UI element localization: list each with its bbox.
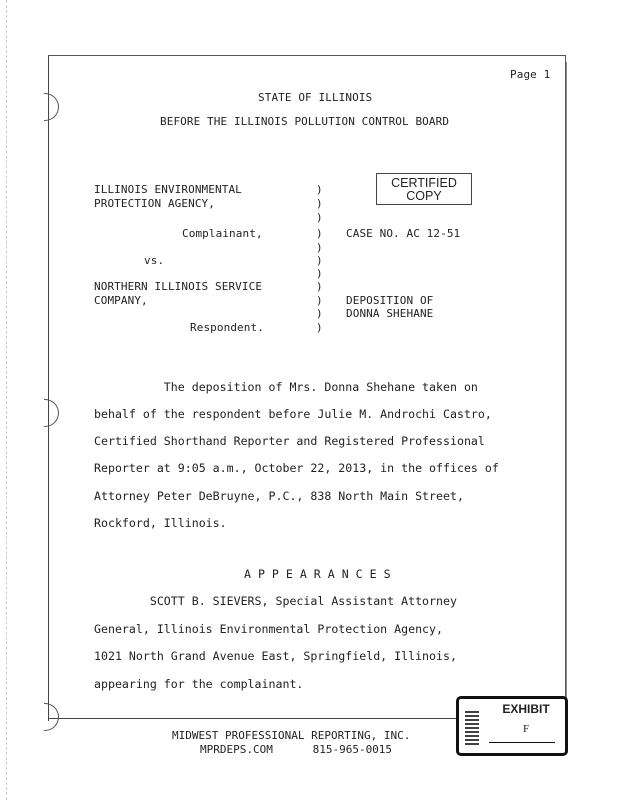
appearance-line: General, Illinois Environmental Protection Agency, (94, 622, 444, 636)
state-heading: STATE OF ILLINOIS (258, 91, 373, 104)
body-line: Rockford, Illinois. (94, 516, 227, 530)
appearance-line: SCOTT B. SIEVERS, Special Assistant Attorney (94, 594, 457, 608)
appearance-line: 1021 North Grand Avenue East, Springfield, Illinois, (94, 649, 457, 663)
caption-divider: ) (316, 227, 323, 240)
caption-divider: ) (316, 254, 323, 267)
body-line: behalf of the respondent before Julie M. Androchi Castro, (94, 407, 492, 421)
complainant-name-2: PROTECTION AGENCY, (94, 197, 216, 210)
footer-contact: MPRDEPS.COM 815-965-0015 (200, 743, 393, 756)
deponent-name: DONNA SHEHANE (346, 307, 434, 320)
complainant-name-1: ILLINOIS ENVIRONMENTAL (94, 183, 242, 196)
exhibit-value: F (522, 723, 530, 735)
stamp-line-1: CERTIFIED (391, 176, 457, 190)
appearances-heading: A P P E A R A N C E S (244, 567, 391, 581)
exhibit-title: EXHIBIT (502, 702, 550, 716)
versus: vs. (144, 254, 165, 267)
respondent-name-1: NORTHERN ILLINOIS SERVICE (94, 280, 263, 293)
caption-divider: ) (316, 241, 323, 254)
caption-divider: ) (316, 267, 323, 280)
bottom-rule (48, 718, 468, 719)
right-margin-line (566, 62, 567, 722)
respondent-name-2: COMPANY, (94, 294, 148, 307)
deposition-of: DEPOSITION OF (346, 294, 434, 307)
exhibit-underline (489, 742, 555, 743)
exhibit-sticker (456, 696, 568, 756)
case-number: CASE NO. AC 12-51 (346, 227, 461, 240)
caption-divider: ) (316, 211, 323, 224)
caption-divider: ) (316, 321, 323, 334)
body-line: Attorney Peter DeBruyne, P.C., 838 North Main Street, (94, 489, 464, 503)
appearance-line: appearing for the complainant. (94, 677, 304, 691)
exhibit-side-barcode (465, 709, 479, 745)
board-heading: BEFORE THE ILLINOIS POLLUTION CONTROL BOARD (160, 115, 450, 128)
caption-divider: ) (316, 294, 323, 307)
body-line: Certified Shorthand Reporter and Registered Professional (94, 434, 485, 448)
page-number: Page 1 (510, 68, 551, 81)
body-line: The deposition of Mrs. Donna Shehane taken on (94, 380, 478, 394)
caption-divider: ) (316, 307, 323, 320)
margin-mark (6, 0, 9, 800)
footer-company: MIDWEST PROFESSIONAL REPORTING, INC. (172, 729, 411, 742)
complainant-role: Complainant, (182, 227, 263, 240)
caption-divider: ) (316, 197, 323, 210)
stamp-line-2: COPY (406, 189, 442, 203)
caption-divider: ) (316, 183, 323, 196)
caption-divider: ) (316, 280, 323, 293)
respondent-role: Respondent. (190, 321, 264, 334)
certified-copy-stamp (376, 173, 472, 205)
body-line: Reporter at 9:05 a.m., October 22, 2013, in the offices of (94, 461, 499, 475)
